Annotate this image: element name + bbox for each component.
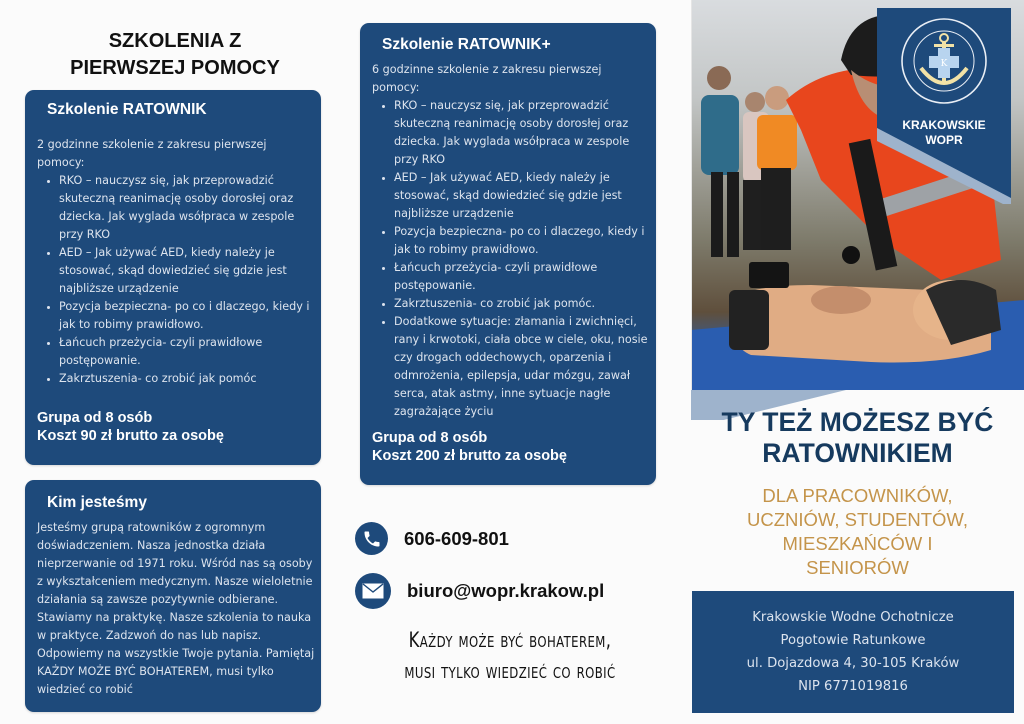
list-item xyxy=(372,169,654,223)
list-item-line: Dodatkowe sytuacje: złamania i zwichnięci, xyxy=(394,315,637,328)
text-line: w praktyce. Zadzwoń do nas lub napisz. xyxy=(37,629,262,642)
card-ratownik-title: Szkolenie RATOWNIK xyxy=(47,101,207,118)
list-item xyxy=(37,172,317,244)
list-item-line: Łańcuch przeżycia- czyli prawidłowe xyxy=(59,336,263,349)
list-item-line: dziecka. Jak wyglada wsółpraca w zespole xyxy=(394,135,630,148)
list-item-line: AED – Jak używać AED, kiedy należy je xyxy=(59,246,275,259)
text-line: SENIORÓW xyxy=(806,557,909,578)
list-item-line: zagrażające życiu xyxy=(394,405,494,418)
card-ratownik-cost: Koszt 90 zł brutto za osobę xyxy=(37,428,224,444)
headline-line2: RATOWNIKIEM xyxy=(762,438,953,468)
text-line: UCZNIÓW, STUDENTÓW, xyxy=(747,509,968,530)
address-nip: NIP 6771019816 xyxy=(798,679,908,694)
card-ratownik-group: Grupa od 8 osób xyxy=(37,410,153,426)
list-item-line: skuteczną reanimację osoby dorosłej oraz xyxy=(59,192,294,205)
list-item-line: Łańcuch przeżycia- czyli prawidłowe xyxy=(394,261,598,274)
target-audience xyxy=(691,484,1024,580)
text-line: nieprzerwanie od 1971 roku. Wśród nas są osoby xyxy=(37,557,313,570)
headline-line1: TY TEŻ MOŻESZ BYĆ xyxy=(721,407,994,437)
list-item-line: jak to robimy prawidłowo. xyxy=(59,318,204,331)
card-ratownik-plus-list xyxy=(372,97,654,421)
card-ratownik-intro-1: 2 godzinne szkolenie z zakresu pierwszej xyxy=(37,138,267,151)
card-ratownik-plus-group: Grupa od 8 osób xyxy=(372,430,488,446)
slogan xyxy=(395,625,626,687)
logo-label-line2: WOPR xyxy=(925,133,963,147)
list-item xyxy=(37,298,317,334)
card-ratownik-plus-cost: Koszt 200 zł brutto za osobę xyxy=(372,448,567,464)
text-line: Jesteśmy grupą ratowników z ogromnym xyxy=(37,521,266,534)
list-item-line: postępowanie. xyxy=(59,354,141,367)
list-item-line: postępowanie. xyxy=(394,279,476,292)
text-line: KAŻDY MOŻE BYĆ BOHATEREM, musi tylko xyxy=(37,665,274,678)
logo-label xyxy=(877,118,1011,148)
slogan-line1: Każdy może być bohaterem, xyxy=(408,628,612,652)
list-item-line: przy RKO xyxy=(59,228,111,241)
email-address[interactable]: biuro@wopr.krakow.pl xyxy=(407,580,605,601)
list-item-line: najbliższe urządzenie xyxy=(59,282,179,295)
phone-number[interactable]: 606-609-801 xyxy=(404,527,509,549)
list-item-line: RKO – nauczysz się, jak przeprowadzić xyxy=(394,99,609,112)
card-about-us xyxy=(25,480,321,712)
main-title xyxy=(30,28,320,82)
list-item-line: czy drogach oddechowych, oparzenia i xyxy=(394,351,612,364)
card-ratownik-body xyxy=(37,136,317,388)
address-line2: Pogotowie Ratunkowe xyxy=(780,633,926,648)
list-item-line: najbliższe urządzenie xyxy=(394,207,514,220)
logo-label-line1: KRAKOWSKIE xyxy=(902,118,986,132)
text-line: MIESZKAŃCÓW I xyxy=(782,533,933,554)
list-item-line: Pozycja bezpieczna- po co i dlaczego, kiedy i xyxy=(394,225,645,238)
contact-phone[interactable] xyxy=(355,522,509,555)
list-item-line: stosować, skąd dowiedzieć się gdzie jest xyxy=(394,189,622,202)
card-ratownik-list xyxy=(37,172,317,388)
list-item xyxy=(372,259,654,295)
card-ratownik-plus xyxy=(360,23,656,485)
text-line: wiedzieć co robić xyxy=(37,683,133,696)
card-about-us-title: Kim jesteśmy xyxy=(47,494,147,511)
list-item-line: dziecka. Jak wyglada wsółpraca w zespole xyxy=(59,210,295,223)
list-item-line: przy RKO xyxy=(394,153,446,166)
text-line: Odpowiemy na wszystkie Twoje pytania. Pamiętaj xyxy=(37,647,315,660)
list-item-line: Zakrztuszenia- co zrobić jak pomóc xyxy=(59,372,257,385)
list-item-line: rany i krwotoki, ciała obce w ciele, oku, nosie xyxy=(394,333,648,346)
envelope-icon xyxy=(355,573,391,609)
slogan-line2: musi tylko wiedzieć co robić xyxy=(404,659,616,683)
card-ratownik-intro-2: pomocy: xyxy=(37,156,85,169)
card-ratownik-plus-title: Szkolenie RATOWNIK+ xyxy=(382,36,551,53)
address-box xyxy=(692,591,1014,713)
card-ratownik-plus-price xyxy=(372,429,567,465)
svg-text:K: K xyxy=(940,59,948,69)
card-ratownik-plus-intro-1: 6 godzinne szkolenie z zakresu pierwszej xyxy=(372,63,602,76)
list-item-line: Pozycja bezpieczna- po co i dlaczego, kiedy i xyxy=(59,300,310,313)
card-ratownik-price xyxy=(37,409,224,445)
list-item-line: AED – Jak używać AED, kiedy należy je xyxy=(394,171,610,184)
wopr-emblem-icon xyxy=(899,16,989,106)
list-item xyxy=(372,313,654,421)
text-line: DLA PRACOWNIKÓW, xyxy=(762,485,953,506)
main-title-line2: PIERWSZEJ POMOCY xyxy=(70,57,280,79)
list-item xyxy=(37,244,317,298)
list-item-line: jak to robimy prawidłowo. xyxy=(394,243,539,256)
phone-icon xyxy=(355,522,388,555)
wopr-logo-panel xyxy=(877,8,1011,208)
text-line: doświadczeniem. Nasza jednostka działa xyxy=(37,539,266,552)
list-item xyxy=(37,370,317,388)
list-item-line: stosować, skąd dowiedzieć się gdzie jest xyxy=(59,264,287,277)
card-ratownik-plus-intro-2: pomocy: xyxy=(372,81,420,94)
contact-email[interactable] xyxy=(355,573,604,609)
list-item-line: serca, atak astmy, inne sytuacje nagłe xyxy=(394,387,611,400)
list-item-line: RKO – nauczysz się, jak przeprowadzić xyxy=(59,174,274,187)
list-item xyxy=(372,295,654,313)
text-line: Stawiamy na praktykę. Nasze szkolenia to nauka xyxy=(37,611,312,624)
list-item-line: odmrożenia, epilepsja, udar mózgu, zawał xyxy=(394,369,631,382)
card-ratownik-plus-body xyxy=(372,61,654,421)
text-line: działania są zawsze pozytywnie odbierane. xyxy=(37,593,279,606)
card-about-us-body xyxy=(37,519,319,699)
card-ratownik xyxy=(25,90,321,465)
address-line1: Krakowskie Wodne Ochotnicze xyxy=(752,610,954,625)
address-line3: ul. Dojazdowa 4, 30-105 Kraków xyxy=(746,656,960,671)
photo-edge xyxy=(691,0,692,390)
list-item xyxy=(37,334,317,370)
list-item xyxy=(372,97,654,169)
list-item xyxy=(372,223,654,259)
text-line: z wykształceniem medycznym. Nasze wieloletnie xyxy=(37,575,313,588)
list-item-line: Zakrztuszenia- co zrobić jak pomóc. xyxy=(394,297,596,310)
headline xyxy=(691,407,1024,469)
main-title-line1: SZKOLENIA Z xyxy=(108,30,242,52)
list-item-line: skuteczną reanimację osoby dorosłej oraz xyxy=(394,117,629,130)
